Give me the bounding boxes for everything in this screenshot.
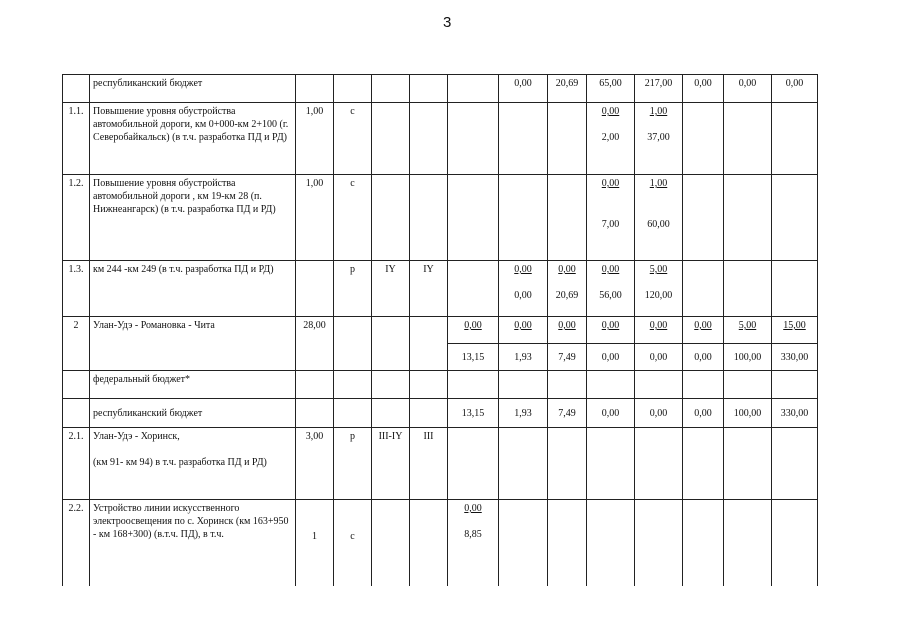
item-name: Повышение уровня обустройства автомобильной дороги , км 19-км 28 (п. Нижнеангарск) (в т.ч. разработка ПД и РД) bbox=[90, 175, 296, 261]
item-number: 2 bbox=[63, 317, 90, 371]
item-name: Повышение уровня обустройства автомобильной дороги, км 0+000-км 2+100 (г. Северобайкальск) (в т.ч. разработка ПД и РД) bbox=[90, 103, 296, 175]
item-number: 2.1. bbox=[63, 428, 90, 500]
item-length: 1,00 bbox=[296, 175, 334, 261]
item-number: 1.1. bbox=[63, 103, 90, 175]
table-row: 1.3. км 244 -км 249 (в т.ч. разработка ПД и РД) р IY IY 0,00 0,00 0,00 20,69 0,00 56,00 5,00 120,00 bbox=[63, 261, 818, 317]
road-length: 28,00 bbox=[296, 317, 334, 371]
page-number: 3 bbox=[443, 14, 452, 31]
item-name: км 244 -км 249 (в т.ч. разработка ПД и РД) bbox=[90, 261, 296, 317]
item-type: с bbox=[334, 175, 372, 261]
item-number: 1.2. bbox=[63, 175, 90, 261]
item-name: Улан-Удэ - Хоринск, bbox=[93, 431, 180, 442]
table-row: 2.2. Устройство линии искусственного электроосвещения по с. Хоринск (км 163+950 - км 168+300) (в.т.ч. ПД), в т.ч. 1 с 0,00 8,85 bbox=[63, 500, 818, 586]
table-row: 2 Улан-Удэ - Романовка - Чита 28,00 0,00 0,00 0,00 0,00 0,00 0,00 5,00 15,00 bbox=[63, 317, 818, 344]
item-type: с bbox=[350, 531, 355, 542]
category-from: IY bbox=[372, 261, 410, 317]
investment-table bbox=[62, 74, 818, 586]
item-type: с bbox=[334, 103, 372, 175]
item-type: р bbox=[334, 428, 372, 500]
road-name: Улан-Удэ - Романовка - Чита bbox=[90, 317, 296, 371]
item-length: 3,00 bbox=[296, 428, 334, 500]
fund-name: республиканский бюджет bbox=[90, 75, 296, 103]
table-row: республиканский бюджет 0,00 20,69 65,00 217,00 0,00 0,00 0,00 bbox=[63, 75, 818, 103]
category-to: IY bbox=[410, 261, 448, 317]
table-row: 1.2. Повышение уровня обустройства автомобильной дороги , км 19-км 28 (п. Нижнеангарск) (в т.ч. разработка ПД и РД) 1,00 с 0,00 7,00 1,00 60,00 bbox=[63, 175, 818, 261]
item-name: Устройство линии искусственного электроосвещения по с. Хоринск (км 163+950 - км 168+300) (в.т.ч. ПД), в т.ч. bbox=[90, 500, 296, 586]
table-row: 1.1. Повышение уровня обустройства автомобильной дороги, км 0+000-км 2+100 (г. Северобайкальск) (в т.ч. разработка ПД и РД) 1,00 с 0,00 2,00 1,00 37,00 bbox=[63, 103, 818, 175]
table-row: республиканский бюджет 13,15 1,93 7,49 0,00 0,00 0,00 100,00 330,00 bbox=[63, 399, 818, 428]
fund-name: федеральный бюджет* bbox=[90, 371, 296, 399]
table-row: 13,15 1,93 7,49 0,00 0,00 0,00 100,00 330,00 bbox=[63, 344, 818, 371]
item-length: 1,00 bbox=[296, 103, 334, 175]
category-from: III-IY bbox=[372, 428, 410, 500]
item-name-detail: (км 91- км 94) в т.ч. разработка ПД и РД) bbox=[93, 457, 267, 468]
item-number: 1.3. bbox=[63, 261, 90, 317]
fund-name: республиканский бюджет bbox=[90, 399, 296, 428]
category-to: III bbox=[410, 428, 448, 500]
item-number: 2.2. bbox=[63, 500, 90, 586]
table-row bbox=[63, 371, 818, 399]
table-row bbox=[63, 428, 818, 500]
item-type: р bbox=[334, 261, 372, 317]
item-length: 1 bbox=[312, 531, 317, 542]
